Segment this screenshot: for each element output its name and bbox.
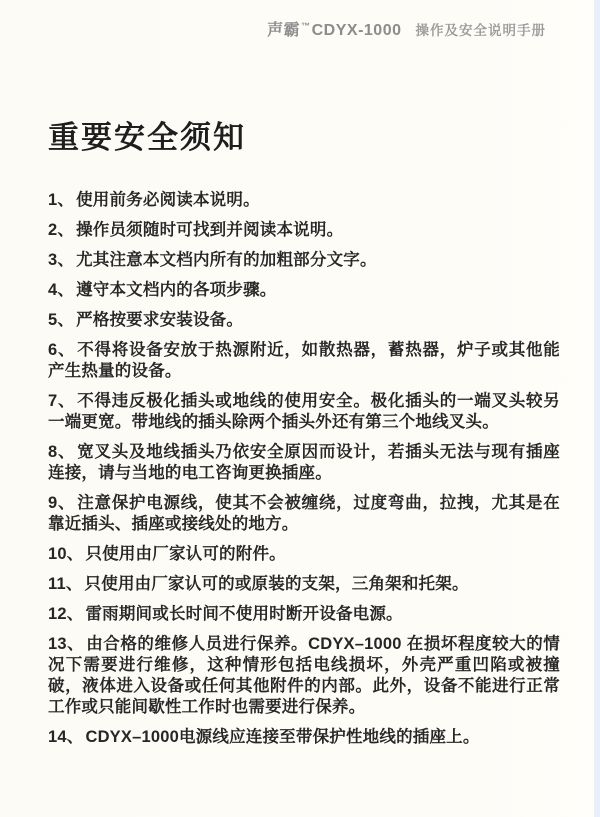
item-number: 9、 [48,494,76,512]
item-number: 1、 [48,191,75,209]
safety-item [48,220,560,241]
item-text: 宽叉头及地线插头乃依安全原因而设计，若插头无法与现有插座连接，请与当地的电工咨询更换插座。 [48,443,560,482]
item-text: 遵守本文档内的各项步骤。 [76,281,277,299]
item-text: 雷雨期间或长时间不使用时断开设备电源。 [85,605,403,623]
item-text: 使用前务必阅读本说明。 [76,191,260,209]
item-text: CDYX–1000电源线应连接至带保护性地线的插座上。 [85,728,480,746]
manual-subtitle: 操作及安全说明手册 [415,23,546,38]
item-number: 10、 [48,545,84,563]
item-text: 操作员须随时可找到并阅读本说明。 [76,221,344,239]
safety-item [48,544,560,565]
item-number: 12、 [48,605,84,623]
model-number: CDYX-1000 [311,22,402,39]
safety-item [48,250,560,271]
item-text: 不得违反极化插头或地线的使用安全。极化插头的一端叉头较另一端更宽。带地线的插头除两个插头外还有第三个地线叉头。 [48,392,560,431]
item-number: 2、 [48,221,75,239]
brand-name: 声霸 [267,22,301,39]
safety-item [48,574,560,595]
item-text: 只使用由厂家认可的附件。 [85,545,286,563]
item-number: 14、 [48,728,84,746]
safety-item [48,190,560,211]
item-text: 由合格的维修人员进行保养。CDYX–1000 在损坏程度较大的情况下需要进行维修，这种情形包括电线损坏，外壳严重凹陷或被撞破，液体进入设备或任何其他附件的内部。此外，设备不能进行正常工作或只能间歇性工作时也需要进行保养。 [48,635,561,716]
item-number: 6、 [48,341,76,359]
page-edge-strip [594,0,600,817]
trademark-symbol: ™ [301,20,311,31]
safety-item [48,634,560,718]
safety-list [48,190,560,757]
item-number: 11、 [48,575,83,593]
page-title: 重要安全须知 [48,120,246,155]
item-text: 注意保护电源线，使其不会被缠绕，过度弯曲，拉拽，尤其是在靠近插头、插座或接线处的地方。 [48,494,560,533]
brand-model [267,22,401,39]
item-number: 4、 [48,281,75,299]
item-number: 8、 [48,443,76,461]
item-number: 7、 [48,392,76,410]
item-text: 只使用由厂家认可的或原装的支架，三角架和托架。 [84,575,469,593]
safety-item [48,604,560,625]
safety-item [48,280,560,301]
item-number: 3、 [48,251,75,269]
safety-item [48,493,560,535]
page-header [0,17,546,40]
safety-item [48,310,560,331]
safety-item [48,727,560,748]
safety-item [48,442,560,484]
item-number: 13、 [48,635,85,653]
item-number: 5、 [48,311,75,329]
safety-item [48,391,560,433]
item-text: 不得将设备安放于热源附近，如散热器，蓄热器，炉子或其他能产生热量的设备。 [48,341,560,380]
safety-item [48,340,560,382]
item-text: 尤其注意本文档内所有的加粗部分文字。 [76,251,377,269]
item-text: 严格按要求安装设备。 [76,311,244,329]
